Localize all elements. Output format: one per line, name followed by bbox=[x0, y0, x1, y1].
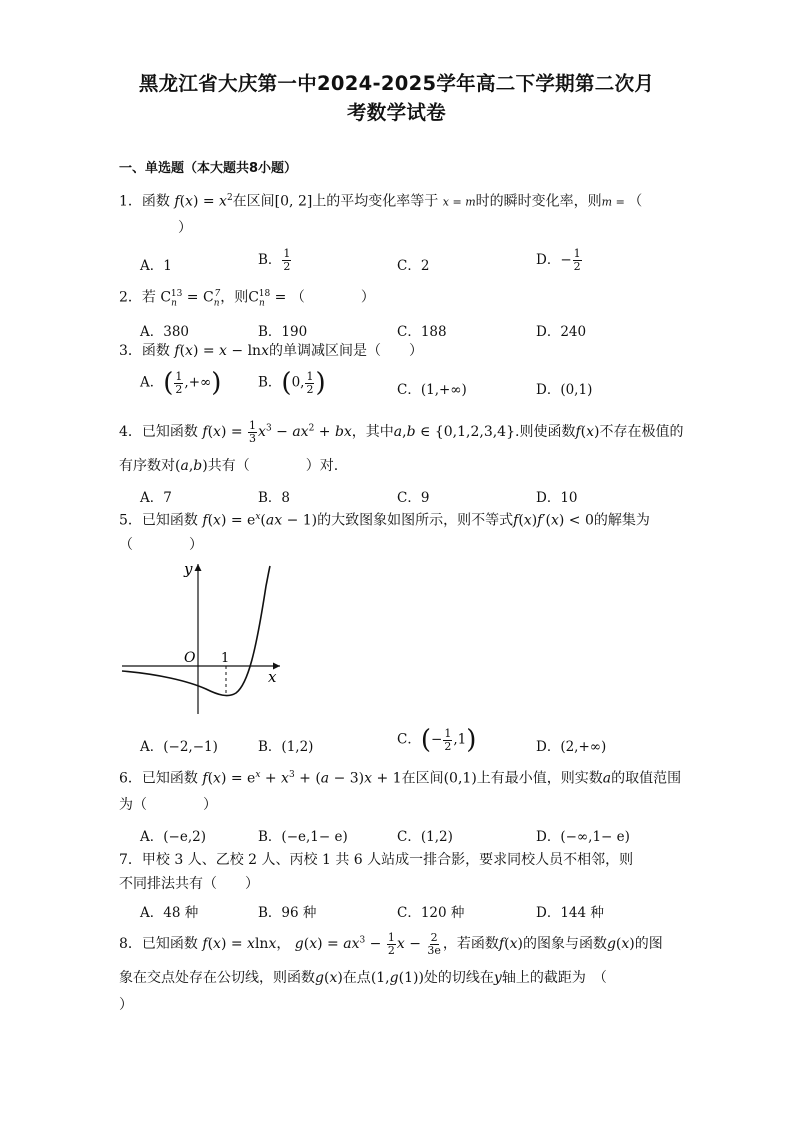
q3-option-b[interactable]: B．(0, $\frac{1}{2}$ ) bbox=[258, 368, 326, 398]
question-1: 1．函数 $f(x) = x^2$在区间[0, 2]上的平均变化率等于 x = m时的瞬时变化率，则m = （ bbox=[119, 193, 643, 210]
question-3: 3．函数 f(x) = x − lnx的单调减区间是（ ） bbox=[119, 343, 423, 359]
function-curve bbox=[122, 566, 270, 696]
exam-title-line1: 黑龙江省大庆第一中2024-2025学年高二下学期第二次月 bbox=[138, 72, 655, 95]
q6-option-b[interactable]: B．(−e,1− e) bbox=[258, 829, 348, 845]
question-7: 7．甲校 3 人、乙校 2 人、丙校 1 共 6 人站成一排合影，要求同校人员不相邻，则 bbox=[119, 852, 634, 868]
q5-option-d[interactable]: D．(2,+∞) bbox=[536, 739, 607, 755]
q5-option-b[interactable]: B．(1,2) bbox=[258, 739, 314, 755]
q3-option-d[interactable]: D．(0,1) bbox=[536, 382, 593, 398]
q3-option-a[interactable]: A．( $\frac{1}{2}$ ,+∞) bbox=[140, 368, 222, 398]
q4-option-b[interactable]: B．8 bbox=[258, 490, 291, 506]
math-expr: f bbox=[174, 193, 180, 210]
origin-label: O bbox=[184, 650, 196, 666]
q7-option-b[interactable]: B．96 种 bbox=[258, 905, 317, 921]
q4-option-a[interactable]: A．7 bbox=[140, 490, 172, 506]
exam-title-line2: 考数学试卷 bbox=[346, 101, 446, 124]
q1-option-c[interactable]: C．2 bbox=[397, 258, 430, 274]
question-6: 6．已知函数 $f(x) = e^x + x^3 + (a - 3)x + 1$在区间(0,1)上有最小值，则实数a的取值范围 bbox=[119, 770, 682, 787]
q6-option-d[interactable]: D．(−∞,1− e) bbox=[536, 829, 630, 845]
q6-option-c[interactable]: C．(1,2) bbox=[397, 829, 453, 845]
q1-option-a[interactable]: A．1 bbox=[140, 258, 172, 274]
question-7-cont: 不同排法共有（ ） bbox=[119, 876, 259, 892]
one-tick-label: 1 bbox=[221, 651, 230, 666]
y-axis-label: y bbox=[184, 560, 193, 578]
q2-option-d[interactable]: D．240 bbox=[536, 324, 587, 340]
q6-option-a[interactable]: A．(−e,2) bbox=[140, 829, 206, 845]
q5-option-c[interactable]: C．(− $\frac{1}{2}$ ,1) bbox=[397, 725, 477, 755]
section-heading: 一、单选题（本大题共8小题） bbox=[119, 161, 298, 176]
question-2: 2．若 $C_n^{13} = C_n^7$，则$C_n^{18}$ = （ ） bbox=[119, 289, 375, 309]
q7-option-a[interactable]: A．48 种 bbox=[140, 905, 199, 921]
question-5: 5．已知函数 $f(x) = e^x(ax - 1)$的大致图象如图所示，则不等式f(x)f′(x) < 0的解集为 bbox=[119, 512, 650, 529]
q7-option-c[interactable]: C．120 种 bbox=[397, 905, 465, 921]
question-8: 8．已知函数 f(x) = xlnx， $g(x) = ax^3$ − $\frac{1}{2}$ x − $\frac{2}{3e}$ ，若函数f(x)的图象与函数g(x)的图 bbox=[119, 931, 663, 957]
question-4: 4．已知函数 f(x) = $\frac{1}{3}$ $x^3 - ax^2$ + bx，其中a,b ∈ {0,1,2,3,4}.则使函数f(x)不存在极值的 bbox=[119, 419, 684, 445]
question-8-cont: 象在交点处存在公切线，则函数g(x)在点(1,g(1))处的切线在y轴上的截距为 （ bbox=[119, 970, 607, 986]
q1-option-b[interactable]: B． $\frac{1}{2}$ bbox=[258, 247, 291, 273]
question-5-paren: （ ） bbox=[119, 537, 203, 553]
question-4-cont: 有序数对(a,b)共有（ ）对. bbox=[119, 458, 339, 474]
q3-option-c[interactable]: C．(1,+∞) bbox=[397, 382, 467, 398]
q4-option-d[interactable]: D．10 bbox=[536, 490, 578, 506]
question-6-cont: 为（ ） bbox=[119, 797, 217, 813]
q2-option-b[interactable]: B．190 bbox=[258, 324, 308, 340]
function-graph bbox=[118, 556, 288, 721]
q2-option-a[interactable]: A．380 bbox=[140, 324, 190, 340]
question-1-close: ） bbox=[178, 220, 192, 236]
q7-option-d[interactable]: D．144 种 bbox=[536, 905, 604, 921]
question-8-close: ） bbox=[119, 997, 133, 1013]
q2-option-c[interactable]: C．188 bbox=[397, 324, 447, 340]
x-axis-label: x bbox=[268, 668, 277, 686]
q5-option-a[interactable]: A．(−2,−1) bbox=[140, 739, 218, 755]
q4-option-c[interactable]: C．9 bbox=[397, 490, 430, 506]
q1-option-d[interactable]: D．− $\frac{1}{2}$ bbox=[536, 247, 581, 273]
